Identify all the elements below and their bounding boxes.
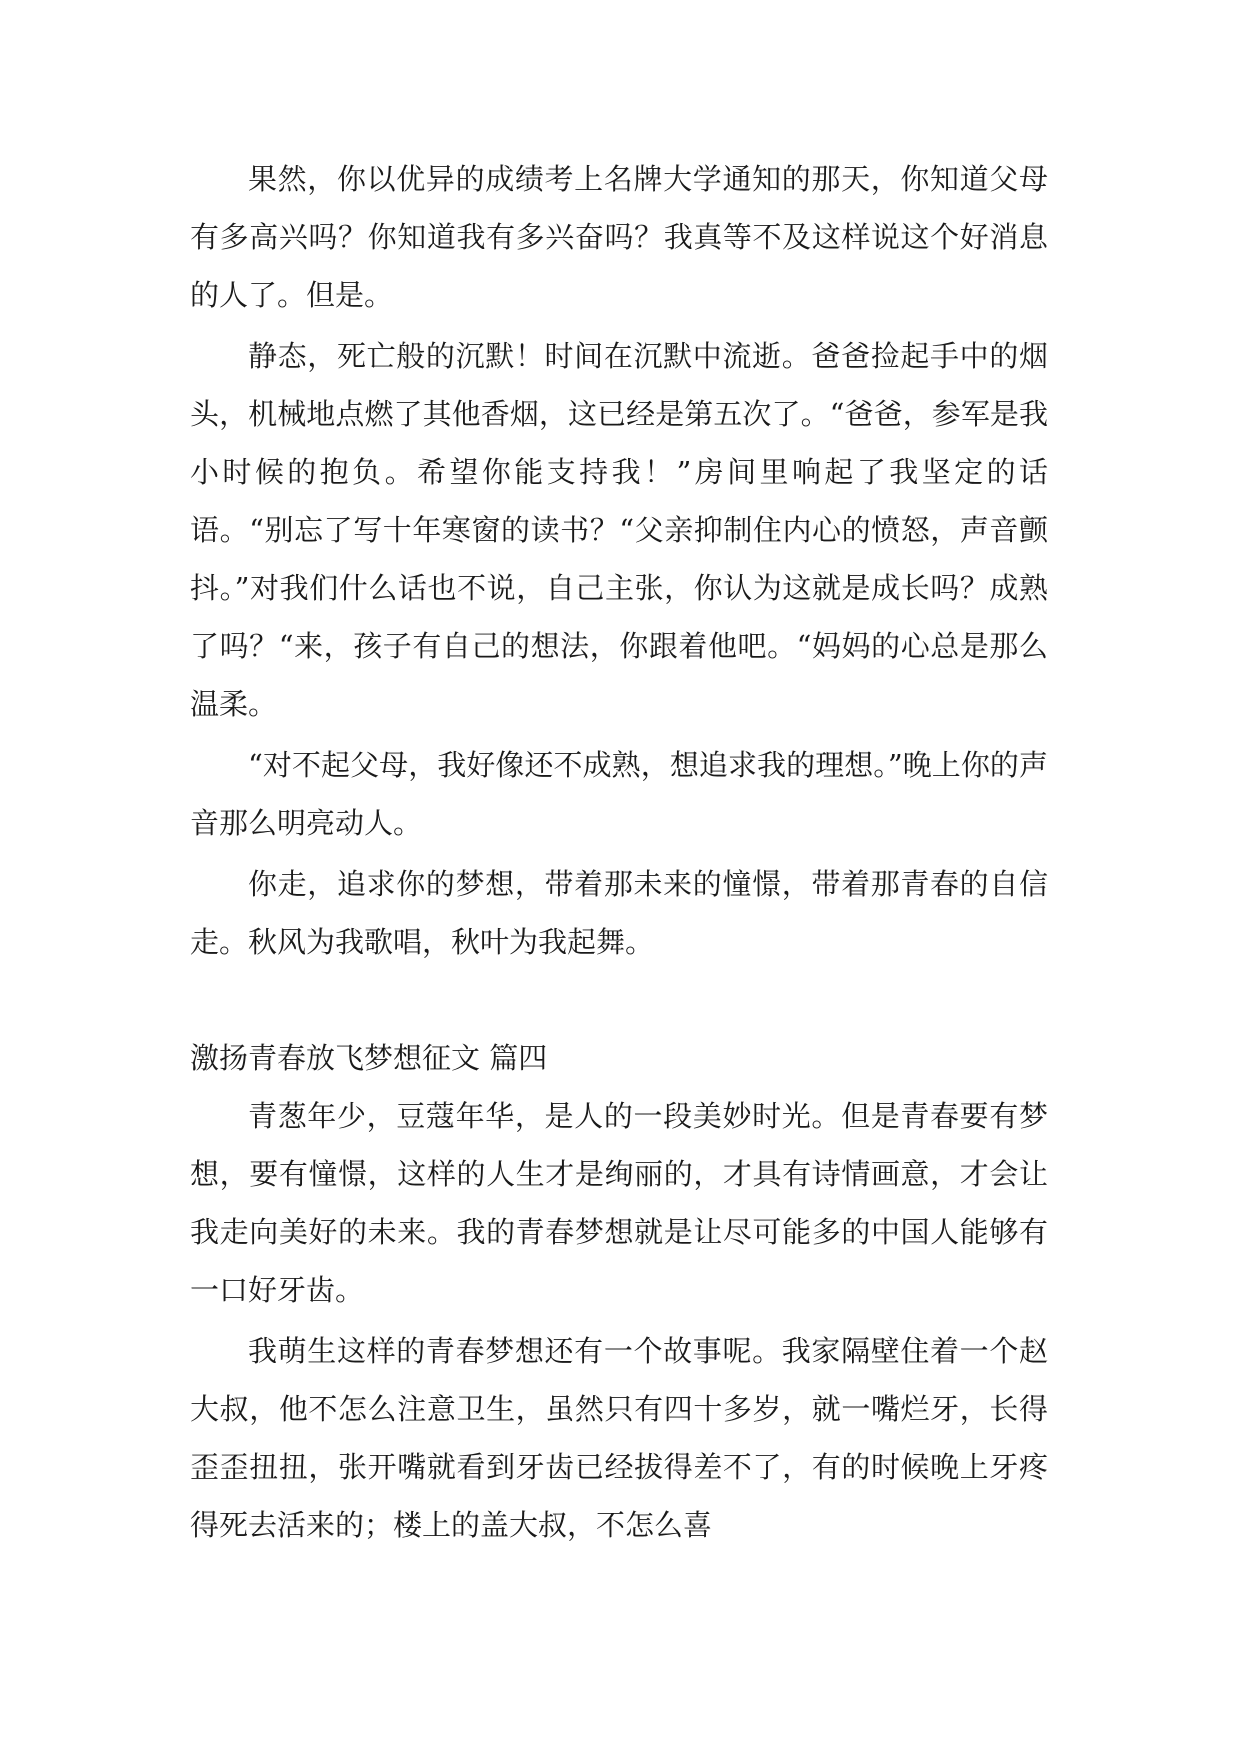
- paragraph: “对不起父母，我好像还不成熟，想追求我的理想。”晚上你的声音那么明亮动人。: [190, 748, 1048, 840]
- paragraph: 我萌生这样的青春梦想还有一个故事呢。我家隔壁住着一个赵大叔，他不怎么注意卫生，虽然只有四十多岁，就一嘴烂牙，长得歪歪扭扭，张开嘴就看到牙齿已经拔得差不了，有的时候晚上牙疼得死去活来的；楼上的盖大叔，不怎么喜: [190, 1334, 1048, 1542]
- paragraph: 静态，死亡般的沉默！时间在沉默中流逝。爸爸捡起手中的烟头，机械地点燃了其他香烟，这已经是第五次了。“爸爸，参军是我小时候的抱负。希望你能支持我！”房间里响起了我坚定的话语。“别忘了写十年寒窗的读书？“父亲抑制住内心的愤怒，声音颤抖。”对我们什么话也不说，自己主张，你认为这就是成长吗？成熟了吗？“来，孩子有自己的想法，你跟着他吧。“妈妈的心总是那么温柔。: [190, 339, 1048, 721]
- document-page: [190, 150, 1048, 1554]
- paragraph: 你走，追求你的梦想，带着那未来的憧憬，带着那青春的自信走。秋风为我歌唱，秋叶为我起舞。: [190, 867, 1048, 959]
- paragraph: 果然，你以优异的成绩考上名牌大学通知的那天，你知道父母有多高兴吗？你知道我有多兴奋吗？我真等不及这样说这个好消息的人了。但是。: [190, 162, 1048, 312]
- section-title: 激扬青春放飞梦想征文 篇四: [190, 1041, 548, 1075]
- paragraph: 青葱年少，豆蔻年华，是人的一段美妙时光。但是青春要有梦想，要有憧憬，这样的人生才是绚丽的，才具有诗情画意，才会让我走向美好的未来。我的青春梦想就是让尽可能多的中国人能够有一口好牙齿。: [190, 1099, 1048, 1307]
